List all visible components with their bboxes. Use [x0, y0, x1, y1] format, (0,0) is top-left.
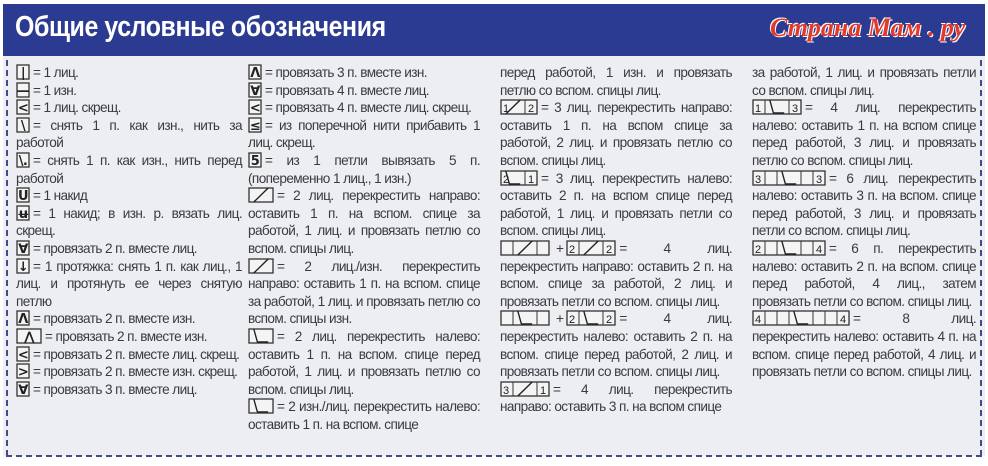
knit-icon — [16, 64, 30, 80]
legend-description: = провязать 4 п. вместе лиц. — [265, 82, 429, 98]
symbol-glyph: \. — [18, 153, 28, 168]
legend-entry — [500, 240, 732, 310]
symbol-glyph: Λ — [250, 66, 260, 80]
k4tog-icon — [248, 82, 262, 98]
legend-description: = 2 лиц. перекрестить налево: оставить 1 п. на вспом. спице перед работой, 1 лиц. и провязать петлю со вспом. спицы лиц. — [248, 328, 480, 397]
legend-description: = 3 лиц. перекрестить направо: оставить 1 п. на вспом спице за работой, 2 лиц. и провязать петлю со вспом. спицы лиц. — [500, 100, 732, 168]
symbol-glyph: < — [17, 347, 29, 362]
purl-icon — [16, 82, 30, 98]
legend-description: = 6 п. перекрестить налево: оставить 2 п. на вспом. спице перед работой, 4 лиц., затем провязать петли со вспом. спицы лиц. — [752, 240, 976, 309]
symbol-glyph: ∀ — [18, 382, 28, 397]
legend-entry — [248, 152, 480, 187]
symbol-glyph: ≤ — [249, 118, 261, 133]
legend-entry — [248, 117, 480, 152]
cable-1-3-left-icon — [752, 99, 802, 115]
legend-entry — [16, 152, 242, 187]
symbol-label: 2 — [528, 103, 534, 116]
k2tog-icon — [16, 240, 30, 256]
cable-3-3-left-icon — [752, 170, 826, 186]
legend-entry — [500, 310, 732, 380]
legend-entry — [16, 328, 242, 346]
legend-description: = 2 лиц. перекрестить направо: оставить 1 п. на вспом. спице за работой, 1 лиц. и провязать петлю со вспом. спицы лиц. — [248, 188, 480, 256]
cable-2-2-right-icon — [566, 240, 616, 256]
cable-2-4-left-icon — [752, 240, 826, 256]
symbol-label: 2 — [606, 243, 612, 256]
legend-description: = провязать 2 п. вместе изн. — [33, 311, 195, 327]
legend-description: = 4 лиц. перекрестить налево: оставить 2 п. на вспом. спице перед работой, 2 лиц. и провязать петли со вспом. спицы лиц. — [500, 311, 732, 380]
legend-entry — [16, 117, 242, 152]
symbol-label: 1 — [503, 103, 509, 116]
symbol-label: 3 — [792, 103, 798, 116]
legend-entry — [752, 240, 976, 310]
symbol-glyph: ↓ — [17, 259, 29, 274]
plus-sign: + — [556, 311, 564, 327]
legend-entry — [752, 99, 976, 169]
legend-entry — [500, 381, 732, 416]
five-from-one-icon — [248, 152, 262, 168]
symbol-label: 4 — [840, 314, 846, 327]
symbol-label: 3 — [755, 173, 761, 186]
legend-description: = 6 лиц. перекрестить налево: оставить 3 п. на вспом. спице перед работой, 3 лиц. и провязать петли со вспом. спицы лиц. — [752, 170, 976, 239]
legend-description: = 1 лиц. — [33, 65, 79, 80]
legend-description: = 1 накид; в изн. р. вязать лиц. скрещ. — [16, 205, 242, 239]
symbol-label: 4 — [755, 314, 761, 327]
knit-crossed-icon — [16, 99, 30, 115]
legend-description: = 3 лиц. перекрестить налево: оставить 2 п. на вспом спице перед работой, 1 лиц. и провязать петли со вспом. спицы лиц. — [500, 170, 732, 239]
legend-description: = снять 1 п. как изн., нить за работой — [16, 117, 242, 151]
cable-2-1-left-icon — [500, 170, 538, 186]
legend-description: = 2 изн./лиц. перекрестить налево: оставить 1 п. на вспом. спице — [248, 399, 480, 432]
legend-entry — [16, 64, 242, 82]
legend-entry — [248, 99, 480, 117]
continued-text: за работой, 1 лиц. и провязать петли со вспом. спицы лиц. — [752, 65, 976, 98]
legend-description: = из поперечной нити прибавить 1 лиц. скрещ. — [248, 117, 480, 151]
legend-description: = из 1 петли вывязать 5 п. (попеременно 1 лиц., 1 изн.) — [248, 152, 480, 186]
p3tog-icon — [248, 64, 262, 80]
symbol-glyph: \ — [20, 118, 26, 133]
symbol-label: 2 — [606, 314, 612, 327]
cable-4-left-chart-icon — [500, 310, 550, 326]
legend-description: = провязать 3 п. вместе изн. — [265, 65, 427, 80]
symbol-glyph: ʉ — [17, 206, 29, 221]
cable-right-icon — [248, 187, 274, 203]
symbol-glyph: < — [17, 101, 29, 116]
symbol-label: 3 — [503, 384, 509, 397]
cable-left-purl-icon — [248, 398, 274, 414]
legend-description: = провязать 3 п. вместе лиц. — [33, 381, 197, 397]
legend-column-2 — [248, 64, 480, 433]
k2tog-tbl-icon — [16, 346, 30, 362]
cable-right-purl-icon — [248, 258, 274, 274]
legend-entry — [248, 64, 480, 82]
legend-entry — [16, 205, 242, 240]
legend-description: = 4 лиц. перекрестить направо: оставить 3 п. на вспом спице — [500, 381, 732, 415]
legend-description: = 2 лиц./изн. перекрестить направо: оставить 1 п. на вспом. спице за работой, 1 лиц. и провязать петлю со вспом. спицы изн. — [248, 258, 480, 327]
cable-1-2-right-icon — [500, 99, 538, 115]
symbol-glyph: — — [16, 83, 30, 98]
legend-description: = 8 лиц. перекрестить налево: оставить 4 п. на вспом. спице перед работой, 4 лиц. и провязать петли со вспом. спицы лиц. — [752, 311, 976, 380]
yarn-over-icon — [16, 187, 30, 203]
dashed-border-bottom — [6, 455, 982, 457]
legend-entry — [16, 99, 242, 117]
legend-entry — [16, 82, 242, 100]
symbol-label: 4 — [816, 243, 822, 256]
legend-description: = провязать 2 п. вместе лиц. — [33, 240, 197, 256]
symbol-glyph: | — [20, 66, 26, 80]
legend-entry — [16, 310, 242, 328]
legend-entry — [16, 240, 242, 258]
p2tog-tbl-icon — [16, 363, 30, 379]
legend-description: = провязать 2 п. вместе изн. — [45, 328, 207, 344]
legend-entry — [248, 398, 480, 433]
symbol-glyph: Λ — [18, 312, 28, 327]
symbol-glyph: ∀ — [250, 83, 260, 98]
legend-entry — [500, 170, 732, 240]
legend-entry — [16, 258, 242, 311]
legend-description: = провязать 2 п. вместе изн. скрещ. — [33, 364, 238, 380]
p2tog-icon — [16, 310, 30, 326]
symbol-glyph: U — [18, 189, 28, 204]
legend-description: = 1 протяжка: снять 1 п. как лиц., 1 лиц. и протянуть ее через снятую петлю — [16, 258, 242, 309]
cable-4-4-left-icon — [752, 310, 850, 326]
slip-yarn-front-icon — [16, 152, 30, 168]
cable-2-2-left-icon — [566, 310, 616, 326]
k4tog-tbl-icon — [248, 99, 262, 115]
symbol-label: 1 — [528, 173, 534, 186]
legend-entry — [248, 187, 480, 257]
legend-description: = снять 1 п. как изн., нить перед работой — [16, 152, 242, 186]
legend-description: = провязать 4 п. вместе лиц. скрещ. — [265, 100, 472, 116]
symbol-label: 1 — [755, 103, 761, 116]
legend-column-1 — [16, 64, 242, 398]
legend-entry — [248, 82, 480, 100]
symbol-glyph: 5 — [250, 153, 260, 168]
legend-description: = провязать 2 п. вместе лиц. скрещ. — [33, 346, 240, 362]
symbol-label: 2 — [755, 243, 761, 256]
watermark-logo: Страна Мам . ру — [770, 13, 966, 42]
legend-description: = 1 накид — [33, 188, 88, 204]
symbol-label: 2 — [503, 173, 509, 186]
symbol-glyph: ∀ — [18, 241, 28, 256]
legend-description: = 4 лиц. перекрестить направо: оставить 2 п. на вспом. спице за работой, 2 лиц. и провязать петли со вспом. спицы лиц. — [500, 240, 732, 309]
dashed-border-left — [6, 60, 8, 456]
legend-entry — [248, 258, 480, 328]
symbol-glyph: > — [17, 365, 29, 380]
symbol-label: 2 — [569, 243, 575, 256]
symbol-glyph: < — [249, 101, 261, 116]
cable-3-1-right-icon — [500, 381, 550, 397]
make-one-crossed-icon — [248, 117, 262, 133]
cable-left-icon — [248, 328, 274, 344]
symbol-glyph: ⋀ — [23, 329, 35, 344]
symbol-label: 3 — [816, 173, 822, 186]
dashed-border-right — [980, 60, 982, 456]
legend-column-4 — [752, 64, 976, 381]
legend-entry — [752, 310, 976, 380]
legend-entry — [16, 187, 242, 205]
page-title: Общие условные обозначения — [15, 11, 386, 43]
slip-yarn-back-icon — [16, 117, 30, 133]
pull-through-icon — [16, 258, 30, 274]
legend-entry — [16, 381, 242, 399]
legend-description: = 1 изн. — [33, 82, 77, 98]
symbol-label: 2 — [569, 314, 575, 327]
symbol-label: 1 — [540, 384, 546, 397]
legend-entry — [16, 346, 242, 364]
legend-description: = 4 лиц. перекрестить налево: оставить 1 п. на вспом спице перед работой, 3 лиц. и провязать петлю со вспом. спицы лиц. — [752, 100, 976, 168]
plus-sign: + — [556, 240, 564, 256]
p2tog-wide-icon — [16, 328, 42, 344]
legend-entry — [500, 99, 732, 169]
legend-description: = 1 лиц. скрещ. — [33, 100, 121, 116]
legend-column-3 — [500, 64, 732, 416]
k3tog-icon — [16, 381, 30, 397]
legend-entry — [752, 170, 976, 240]
legend-entry — [248, 328, 480, 398]
continued-text: перед работой, 1 изн. и провязать петлю со вспом. спицы лиц. — [500, 65, 732, 98]
cable-4-right-chart-icon — [500, 240, 550, 256]
legend-entry — [16, 363, 242, 381]
yarn-over-crossed-icon — [16, 205, 30, 221]
